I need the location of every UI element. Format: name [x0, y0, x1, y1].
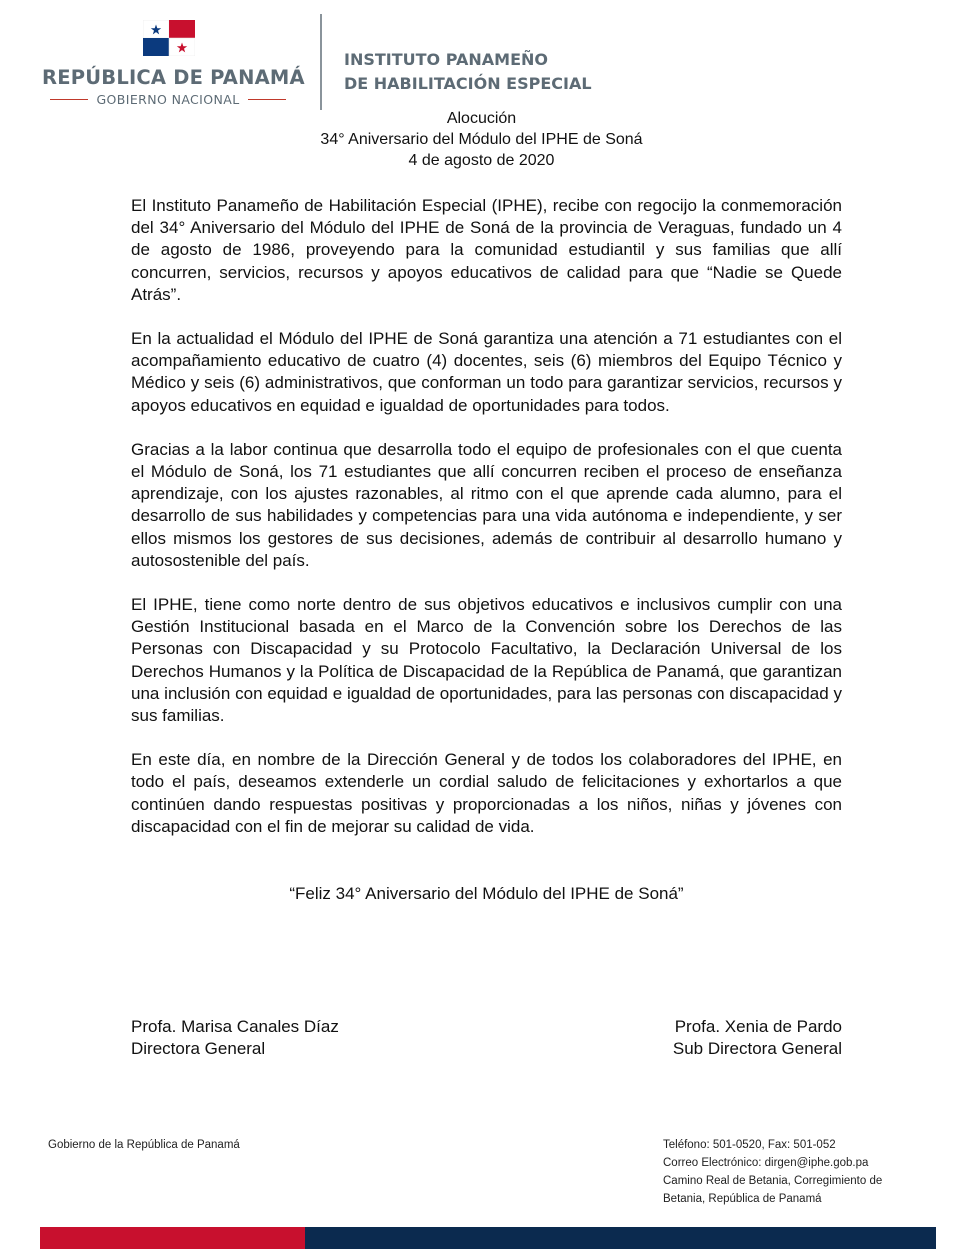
header-divider [320, 14, 322, 110]
paragraph-3: Gracias a la labor continua que desarrolla todo el equipo de profesionales con el que cuenta el Módulo de Soná, los 71 estudiantes que allí concurren reciben el proceso de enseñanza aprendizaje, con los ajustes razonables, al ritmo con el que aprende cada alumno, para el desarrollo de sus habilidades y competencias para una vida autónoma e independiente, y ser ellos mismos los gestores de sus decisiones, además de contribuir al desarrollo humano y autosostenible del país. [131, 439, 842, 570]
footer-email: Correo Electrónico: dirgen@iphe.gob.pa [663, 1157, 869, 1169]
government-subtitle-text: GOBIERNO NACIONAL [96, 92, 240, 107]
panama-flag-icon [143, 20, 195, 56]
footer-phone: Teléfono: 501-0520, Fax: 501-052 [663, 1139, 836, 1151]
signature-right-name: Profa. Xenia de Pardo [674, 1017, 842, 1036]
footer-address-line2: Betania, República de Panamá [663, 1193, 822, 1205]
closing-quote: “Feliz 34° Aniversario del Módulo del IPHE de Soná” [289, 884, 684, 903]
subtitle-rule-right [248, 99, 286, 101]
government-title: REPÚBLICA DE PANAMÁ [42, 66, 305, 89]
document-subtitle: 34° Aniversario del Módulo del IPHE de Soná [320, 131, 643, 148]
footer-bar-navy [305, 1227, 936, 1249]
paragraph-4: El IPHE, tiene como norte dentro de sus objetivos educativos e inclusivos cumplir con una Gestión Institucional basada en el Marco de la Convención sobre los Derechos de las Personas con Discapacidad y su Protocolo Facultativo, la Declaración Universal de los Derechos Humanos y la Política de Discapacidad de la República de Panamá, que garantizan una inclusión con equidad e igualdad de oportunidades, para las personas con discapacidad y sus familias. [131, 595, 842, 726]
subtitle-rule-left [50, 99, 88, 101]
signature-left-name: Profa. Marisa Canales Díaz [131, 1017, 339, 1036]
signature-right [560, 1016, 842, 1060]
government-subtitle [50, 92, 286, 107]
signature-left-role: Directora General [131, 1039, 266, 1058]
speech-body [131, 195, 842, 860]
footer-contact [663, 1136, 882, 1208]
document-date: 4 de agosto de 2020 [408, 152, 555, 169]
signature-right-role: Sub Directora General [672, 1039, 842, 1058]
footer-bar-red [40, 1227, 305, 1249]
institute-name-line2: DE HABILITACIÓN ESPECIAL [344, 74, 592, 93]
paragraph-5: En este día, en nombre de la Dirección General y de todos los colaboradores del IPHE, en todo el país, deseamos extenderle un cordial saludo de felicitaciones y exhortarlos a que continúen dando respuestas positivas y proporcionadas a los niños, niñas y jóvenes con discapacidad con el fin de mejorar su calidad de vida. [131, 750, 842, 836]
signature-left [131, 1016, 339, 1060]
institute-name-line1: INSTITUTO PANAMEÑO [344, 50, 548, 69]
paragraph-2: En la actualidad el Módulo del IPHE de Soná garantiza una atención a 71 estudiantes con el acompañamiento educativo de cuatro (4) docentes, seis (6) miembros del Equipo Técnico y Médico y seis (6) administrativos, que conforman un todo para garantizar servicios, recursos y apoyos educativos en equidad e igualdad de oportunidades para todos. [131, 329, 842, 415]
footer-address-line1: Camino Real de Betania, Corregimiento de [663, 1175, 883, 1187]
institute-name [344, 48, 592, 96]
document-title-block [0, 108, 963, 171]
document-title: Alocución [446, 110, 517, 127]
footer-government: Gobierno de la República de Panamá [48, 1139, 240, 1151]
paragraph-1: El Instituto Panameño de Habilitación Especial (IPHE), recibe con regocijo la conmemoración del 34° Aniversario del Módulo del IPHE de Soná de la provincia de Veraguas, fundado un 4 de agosto de 1986, proveyendo para la comunidad estudiantil y sus familias que allí concurren, servicios, recursos y apoyos educativos de calidad para que “Nadie se Quede Atrás”. [131, 196, 842, 304]
